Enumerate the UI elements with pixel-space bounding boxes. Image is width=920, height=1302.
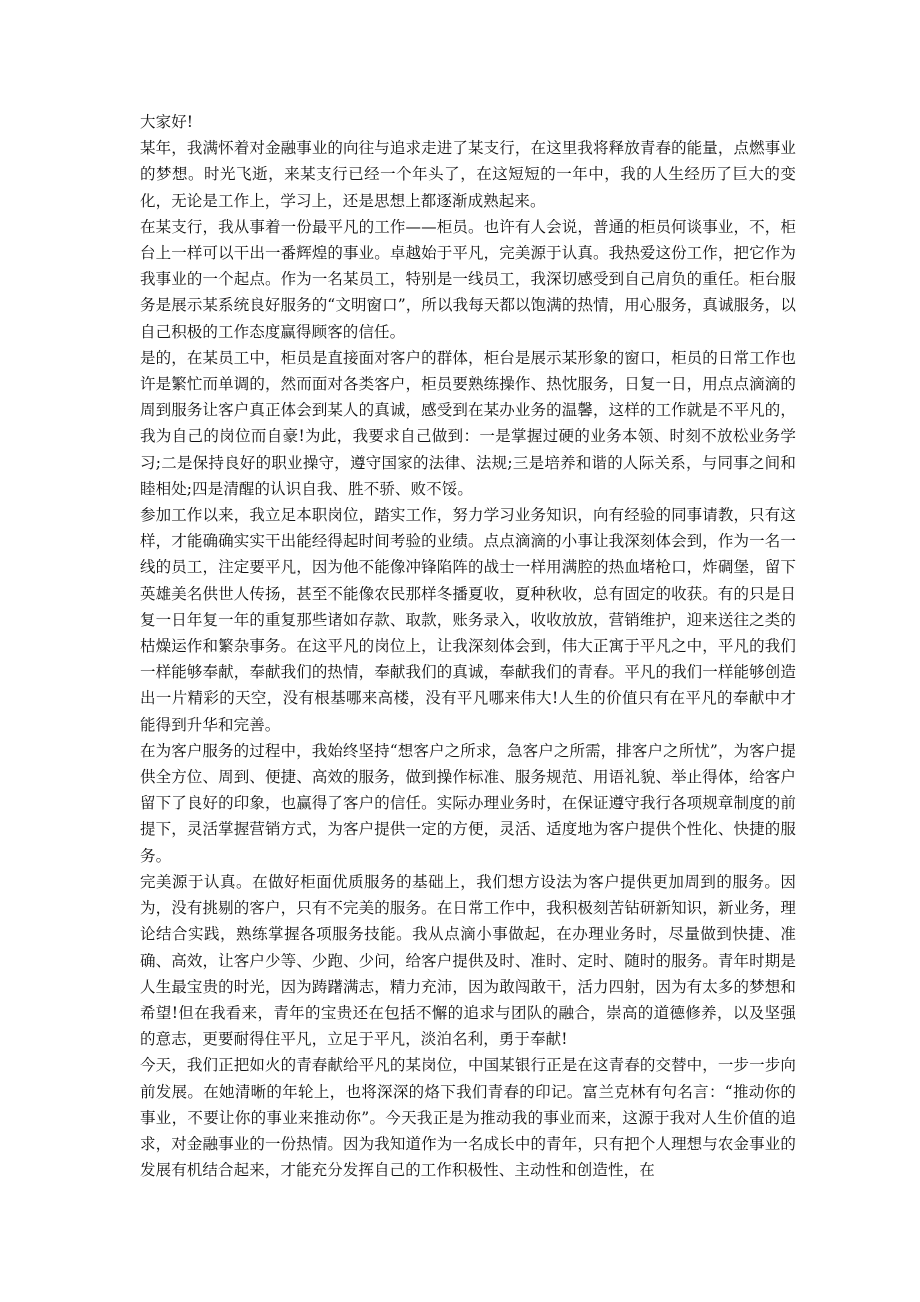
greeting-paragraph: 大家好! [140,113,194,131]
perfection-paragraph: 完美源于认真。在做好柜面优质服务的基础上，我们想方设法为客户提供更加周到的服务。因为，没有挑剔的客户，只有不完美的服务。在日常工作中，我积极刻苦钻研新知识，新业务，理论结合实践，熟练掌握各项服务技能。我从点滴小事做起，在办理业务时，尽量做到快捷、准确、高效，让客户少等、少跑、少问，给客户提供及时、准时、定时、随时的服务。青年时期是人生最宝贵的时光，因为踌躇满志，精力充沛，因为敢闯敢干，活力四射，因为有太多的梦想和希望!但在我看来，青年的宝贵还在包括不懈的追求与团队的融合，崇高的道德修养，以及坚强的意志，更要耐得住平凡，立足于平凡，淡泊名利，勇于奉献! [140,872,796,1049]
document-body [140,109,796,1183]
intro-paragraph: 某年，我满怀着对金融事业的向往与追求走进了某支行，在这里我将释放青春的能量，点燃事业的梦想。时光飞逝，来某支行已经一个年头了，在这短短的一年中，我的人生经历了巨大的变化，无论是工作上，学习上，还是思想上都逐渐成熟起来。 [140,139,796,210]
conclusion-paragraph: 今天，我们正把如火的青春献给平凡的某岗位，中国某银行正是在这青春的交替中，一步一步向前发展。在她清晰的年轮上，也将深深的烙下我们青春的印记。富兰克林有句名言：“推动你的事业，不要让你的事业来推动你”。今天我正是为推动我的事业而来，这源于我对人生价值的追求，对金融事业的一份热情。因为我知道作为一名成长中的青年，只有把个人理想与农金事业的发展有机结合起来，才能充分发挥自己的工作积极性、主动性和创造性，在 [140,1056,796,1180]
customer-service-paragraph: 在为客户服务的过程中，我始终坚持“想客户之所求，急客户之所需，排客户之所忧”，为客户提供全方位、周到、便捷、高效的服务，做到操作标准、服务规范、用语礼貌、举止得体，给客户留下了良好的印象，也赢得了客户的信任。实际办理业务时，在保证遵守我行各项规章制度的前提下，灵活掌握营销方式，为客户提供一定的方便，灵活、适度地为客户提供个性化、快捷的服务。 [140,741,796,865]
teller-role-paragraph: 是的，在某员工中，柜员是直接面对客户的群体，柜台是展示某形象的窗口，柜员的日常工作也许是繁忙而单调的，然而面对各类客户，柜员要熟练操作、热忱服务，日复一日，用点点滴滴的周到服务让客户真正体会到某人的真诚，感受到在某办业务的温馨，这样的工作就是不平凡的，我为自己的岗位而自豪!为此，我要求自己做到：一是掌握过硬的业务本领、时刻不放松业务学习;二是保持良好的职业操守，遵守国家的法律、法规;三是培养和谐的人际关系，与同事之间和睦相处;四是清醒的认识自我、胜不骄、败不馁。 [140,348,796,498]
work-experience-paragraph: 参加工作以来，我立足本职岗位，踏实工作，努力学习业务知识，向有经验的同事请教，只有这样，才能确确实实干出能经得起时间考验的业绩。点点滴滴的小事让我深刻体会到，作为一名一线的员工，注定要平凡，因为他不能像冲锋陷阵的战士一样用满腔的热血堵枪口，炸碉堡，留下英雄美名供世人传扬，甚至不能像农民那样冬播夏收，夏种秋收，总有固定的收获。有的只是日复一日年复一年的重复那些诸如存款、取款，账务录入，收收放放，营销维护，迎来送往之类的枯燥运作和繁杂事务。在这平凡的岗位上，让我深刻体会到，伟大正寓于平凡之中，平凡的我们一样能够奉献，奉献我们的热情，奉献我们的真诚，奉献我们的青春。平凡的我们一样能够创造出一片精彩的天空，没有根基哪来高楼，没有平凡哪来伟大!人生的价值只有在平凡的奉献中才能得到升华和完善。 [140,506,796,734]
teller-work-paragraph: 在某支行，我从事着一份最平凡的工作——柜员。也许有人会说，普通的柜员何谈事业，不，柜台上一样可以干出一番辉煌的事业。卓越始于平凡，完美源于认真。我热爱这份工作，把它作为我事业的一个起点。作为一名某员工，特别是一线员工，我深切感受到自己肩负的重任。柜台服务是展示某系统良好服务的“文明窗口”，所以我每天都以饱满的热情，用心服务，真诚服务，以自己积极的工作态度赢得顾客的信任。 [140,217,796,341]
